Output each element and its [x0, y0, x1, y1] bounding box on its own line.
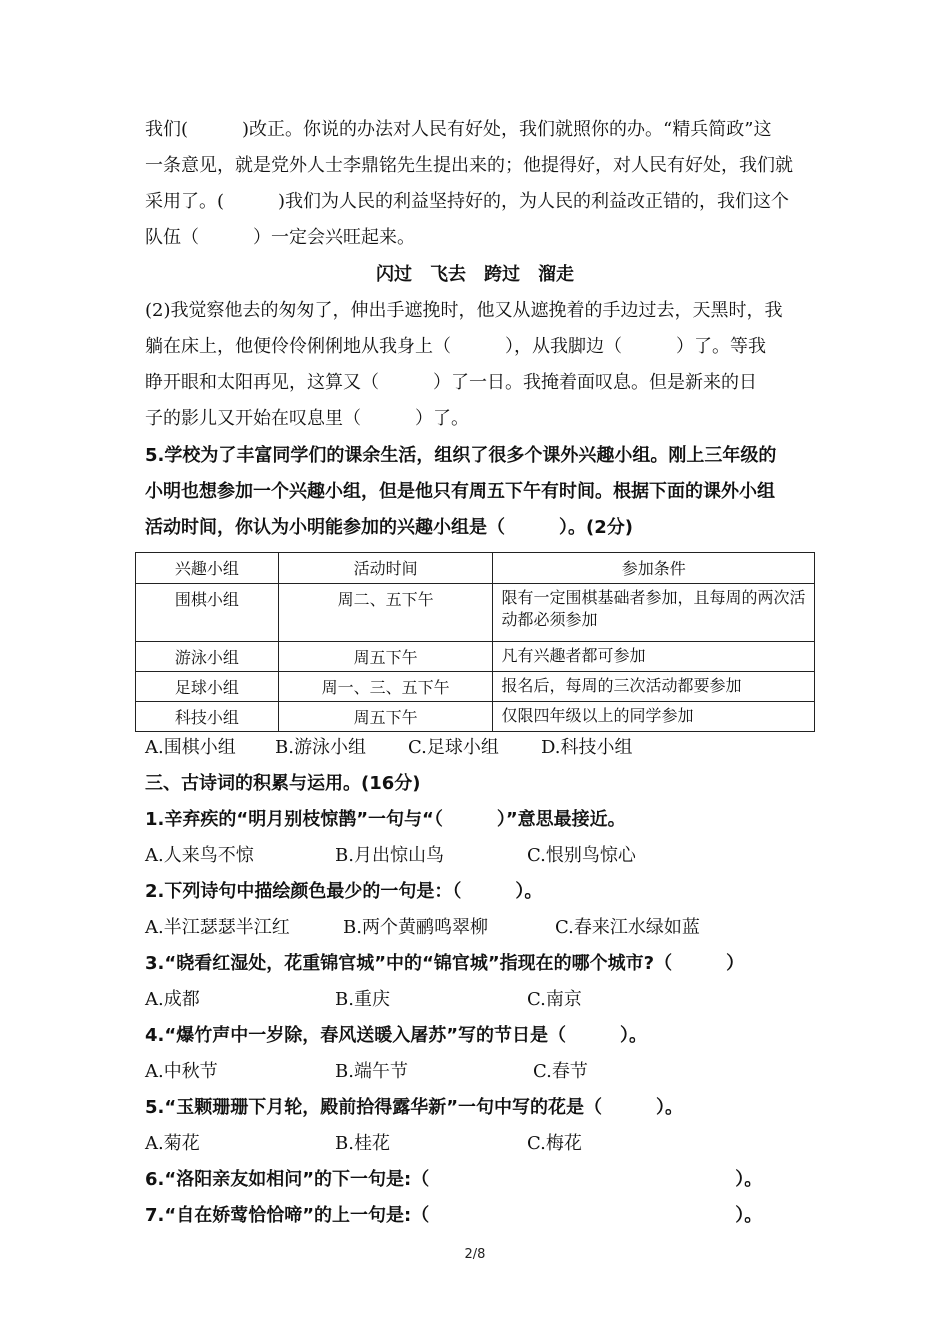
question-text: 5.“玉颗珊珊下月轮，殿前拾得露华新”一句中写的花是（ ）。: [145, 1097, 684, 1118]
option: B.端午节: [335, 1061, 408, 1082]
table-header: 兴趣小组: [136, 553, 279, 584]
answer-options: [145, 845, 636, 867]
table-cell: 周五下午: [278, 702, 493, 732]
option: C.南京: [527, 989, 582, 1010]
table-row: [136, 584, 815, 642]
option: C.梅花: [527, 1133, 582, 1154]
option: C.足球小组: [408, 737, 499, 758]
option: A.人来鸟不惊: [145, 845, 254, 866]
option: A.围棋小组: [145, 737, 236, 758]
answer-options: [145, 1061, 588, 1083]
option: C.春来江水绿如蓝: [555, 917, 700, 938]
question-text: 7.“自在娇莺恰恰啼”的上一句是:（ ）。: [145, 1205, 763, 1226]
question-text: 1.辛弃疾的“明月别枝惊鹊”一句与“（ ）”意思最接近。: [145, 809, 626, 830]
option: A.成都: [145, 989, 200, 1010]
question-text: 6.“洛阳亲友如相问”的下一句是:（ ）。: [145, 1169, 763, 1190]
table-cell: 限有一定围棋基础者参加，且每周的两次活动都必须参加: [493, 584, 815, 642]
question-text: 5.学校为了丰富同学们的课余生活，组织了很多个课外兴趣小组。刚上三年级的: [145, 445, 777, 466]
section-title: 三、古诗词的积累与运用。(16分): [145, 773, 421, 794]
passage-line: 队伍（ ）一定会兴旺起来。: [145, 227, 415, 248]
passage-line: 睁开眼和太阳再见，这算又（ ）了一日。我掩着面叹息。但是新来的日: [145, 372, 757, 393]
option: B.重庆: [335, 989, 390, 1010]
table-cell: 周二、五下午: [278, 584, 493, 642]
table-cell: 围棋小组: [136, 584, 279, 642]
table-cell: 周五下午: [278, 642, 493, 672]
passage-line: 一条意见，就是党外人士李鼎铭先生提出来的；他提得好，对人民有好处，我们就: [145, 155, 793, 176]
option: C.恨别鸟惊心: [527, 845, 636, 866]
option: D.科技小组: [541, 737, 633, 758]
option: B.月出惊山鸟: [335, 845, 444, 866]
answer-options: [145, 989, 582, 1011]
table-row: [136, 702, 815, 732]
table-header: 活动时间: [278, 553, 493, 584]
table-cell: 足球小组: [136, 672, 279, 702]
table-header: 参加条件: [493, 553, 815, 584]
page-number: 2/8: [464, 1247, 486, 1262]
passage-line: 子的影儿又开始在叹息里（ ）了。: [145, 408, 469, 429]
table-cell: 游泳小组: [136, 642, 279, 672]
question-text: 3.“晓看红湿处，花重锦官城”中的“锦官城”指现在的哪个城市?（ ）: [145, 953, 745, 974]
option: B.游泳小组: [275, 737, 366, 758]
option: A.中秋节: [145, 1061, 218, 1082]
answer-options: [145, 917, 700, 939]
question-text: 4.“爆竹声中一岁除，春风送暖入屠苏”写的节日是（ ）。: [145, 1025, 648, 1046]
passage-line: 我们( )改正。你说的办法对人民有好处，我们就照你的办。“精兵简政”这: [145, 119, 772, 140]
passage-line: (2)我觉察他去的匆匆了，伸出手遮挽时，他又从遮挽着的手边过去，天黑时，我: [145, 300, 783, 321]
question-text: 活动时间，你认为小明能参加的兴趣小组是（ ）。(2分): [145, 517, 633, 538]
option: A.半江瑟瑟半江红: [145, 917, 290, 938]
table-row: [136, 642, 815, 672]
table-row: [136, 672, 815, 702]
option: C.春节: [533, 1061, 588, 1082]
answer-options: [145, 1133, 582, 1155]
option: B.两个黄鹂鸣翠柳: [343, 917, 488, 938]
interest-group-table: [135, 552, 815, 732]
option: A.菊花: [145, 1133, 200, 1154]
table-header-row: [136, 553, 815, 584]
answer-options: [145, 737, 633, 759]
table-cell: 科技小组: [136, 702, 279, 732]
question-text: 2.下列诗句中描绘颜色最少的一句是：（ ）。: [145, 881, 543, 902]
table-cell: 周一、三、五下午: [278, 672, 493, 702]
passage-line: 躺在床上，他便伶伶俐俐地从我身上（ ），从我脚边（ ）了。等我: [145, 336, 766, 357]
question-text: 小明也想参加一个兴趣小组，但是他只有周五下午有时间。根据下面的课外小组: [145, 481, 775, 502]
passage-line: 采用了。( )我们为人民的利益坚持好的，为人民的利益改正错的，我们这个: [145, 191, 790, 212]
table-cell: 凡有兴趣者都可参加: [493, 642, 815, 672]
table-cell: 报名后，每周的三次活动都要参加: [493, 672, 815, 702]
table-cell: 仅限四年级以上的同学参加: [493, 702, 815, 732]
word-bank: 闪过 飞去 跨过 溜走: [376, 264, 574, 285]
option: B.桂花: [335, 1133, 390, 1154]
